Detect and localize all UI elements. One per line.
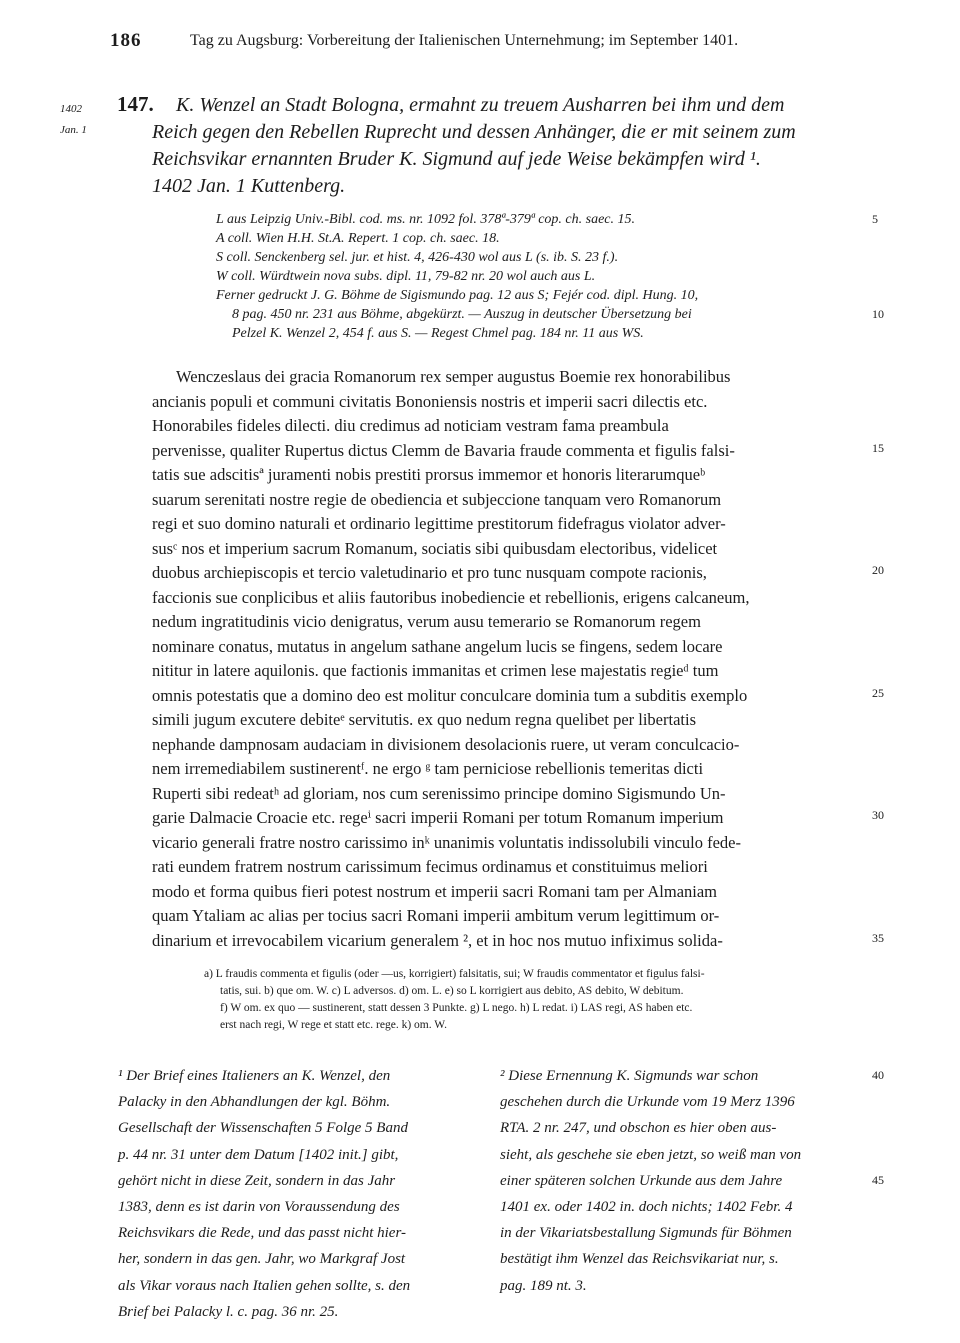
footnote-right-line: RTA. 2 nr. 247, und obschon es hier oben aus- bbox=[500, 1120, 777, 1137]
text-line: nephande dampnosam audaciam in divisionem desolacionis ruere, ut veram conculcacio- bbox=[152, 734, 740, 754]
footnote-left-line: ¹ Der Brief eines Italieners an K. Wenzel, den bbox=[118, 1068, 391, 1084]
line-number: 25 bbox=[872, 686, 884, 700]
footnote-left-line: Reichsvikars die Rede, und das passt nicht hier- bbox=[118, 1225, 406, 1242]
footnote-left-line: Gesellschaft der Wissenschaften 5 Folge 5 Band bbox=[118, 1120, 408, 1137]
text-line: Ruperti sibi redeatʰ ad gloriam, nos cum serenissimo principe domino Sigismundo Un- bbox=[152, 783, 726, 803]
source-line: 8 pag. 450 nr. 231 aus Böhme, abgekürzt. — Auszug in deutscher Übersetzung bei bbox=[232, 307, 692, 322]
footnote-left-line: gehört nicht in diese Zeit, sondern in das Jahr bbox=[118, 1172, 396, 1189]
text-line: Wenczeslaus dei gracia Romanorum rex semper augustus Boemie rex honorabilibus bbox=[176, 367, 731, 386]
apparatus-line: a) L fraudis commenta et figulis (oder —us, korrigiert) falsitatis, sui; W fraudis commentator et figulus falsi- bbox=[204, 968, 705, 980]
line-number: 45 bbox=[872, 1173, 884, 1187]
footnote-right-line: geschehen durch die Urkunde vom 19 Merz 1396 bbox=[500, 1094, 795, 1111]
text-line: duobus archiepiscopis et tercio valetudinario et pro tunc nusquam compote racionis, bbox=[152, 563, 707, 582]
regest-line: Reich gegen den Rebellen Ruprecht und dessen Anhänger, die er mit seinem zum bbox=[152, 121, 796, 143]
footnote-left-line: 1383, denn es ist darin von Voraussendung des bbox=[118, 1199, 400, 1215]
footnote-left-line: her, sondern in das gen. Jahr, wo Markgraf Jost bbox=[118, 1251, 406, 1268]
source-line: S coll. Senckenberg sel. jur. et hist. 4, 426-430 wol aus L (s. ib. S. 23 f.). bbox=[216, 250, 619, 265]
line-number: 10 bbox=[872, 307, 884, 321]
text-line: simili jugum excutere debiteᵉ servitutis. ex quo nedum regna quelibet per libertatis bbox=[152, 710, 697, 729]
footnote-right-line: ² Diese Ernennung K. Sigmunds war schon bbox=[500, 1068, 759, 1084]
footnote-right-line: bestätigt ihm Wenzel das Reichsvikariat nur, s. bbox=[500, 1251, 779, 1268]
footnote-left-line: Palacky in den Abhandlungen der kgl. Böhm. bbox=[118, 1094, 391, 1111]
text-line: omnis potestatis que a domino deo est molitur conculcare dominia tum a subditis exemplo bbox=[152, 685, 748, 705]
text-line: dinarium et irrevocabilem vicarium generalem ², et in hoc nos mutuo infiximus solida- bbox=[152, 930, 723, 950]
text-line: nominare conatus, mutatus in angelum sathane angelum lucis se fingens, sedem locare bbox=[152, 636, 723, 656]
footnote-right-line: 1401 ex. oder 1402 in. doch nichts; 1402 Febr. 4 bbox=[500, 1199, 793, 1215]
line-number: 30 bbox=[872, 808, 884, 822]
apparatus-line: f) W om. ex quo — sustinerent, statt dessen 3 Punkte. g) L nego. h) L redat. i) LAS regi, AS haben etc. bbox=[220, 1002, 693, 1014]
document-number: 147. bbox=[117, 92, 154, 116]
regest-line: 1402 Jan. 1 Kuttenberg. bbox=[152, 175, 346, 197]
source-line: L aus Leipzig Univ.-Bibl. cod. ms. nr. 1092 fol. 378ª-379ª cop. ch. saec. 15. bbox=[216, 212, 636, 227]
text-line: rati eundem fratrem nostrum carissimum fecimus ordinamus et constituimus meliori bbox=[152, 857, 708, 876]
footnote-left-line: p. 44 nr. 31 unter dem Datum [1402 init.] gibt, bbox=[118, 1146, 399, 1163]
apparatus-line: tatis, sui. b) que om. W. c) L adversos. d) om. L. e) so L korrigiert aus debito, AS debito, W debitum. bbox=[220, 985, 684, 997]
margin-date-year: 1402 bbox=[60, 103, 82, 115]
footnote-left-line: Brief bei Palacky l. c. pag. 36 nr. 25. bbox=[118, 1303, 339, 1320]
text-line: nedum ingratitudinis vicio denigratus, verum ausu temerario se Romanorum regem bbox=[152, 612, 701, 631]
line-number: 15 bbox=[872, 441, 884, 455]
footnote-left-line: als Vikar voraus nach Italien gehen sollte, s. den bbox=[118, 1277, 411, 1294]
text-line: tatis sue adscitisª juramenti nobis prestiti prorsus immemor et honoris literarumqueᵇ bbox=[152, 465, 706, 484]
footnote-right-line: sieht, als geschehe sie eben jetzt, so weiß man von bbox=[500, 1146, 802, 1163]
text-line: vicario generali fratre nostro carissimo inᵏ unanimis voluntatis indissolubili vinculo fede- bbox=[152, 832, 741, 852]
line-number: 20 bbox=[872, 563, 884, 577]
line-number: 40 bbox=[872, 1068, 884, 1082]
text-line: susᶜ nos et imperium sacrum Romanum, sociatis sibi quibusdam electoribus, videlicet bbox=[152, 538, 718, 558]
text-line: nem irremediabilem sustinerentᶠ. ne ergo ᵍ tam perniciose rebellionis temeritas dicti bbox=[152, 759, 704, 778]
text-line: ancianis populi et communi civitatis Bononiensis nostris et imperii sacri dilectis etc. bbox=[152, 391, 708, 411]
footnote-right-line: in der Vikariatsbestallung Sigmunds für Böhmen bbox=[500, 1225, 792, 1242]
text-line: quam Ytaliam ac alias per tocius sacri Romani imperii ambitum verum legittimum or- bbox=[152, 906, 720, 925]
source-line: Ferner gedruckt J. G. Böhme de Sigismundo pag. 12 aus S; Fejér cod. dipl. Hung. 10, bbox=[216, 288, 699, 303]
text-line: faccionis sue conplicibus et aliis fautoribus inobediencie et rebellionis, erigens calcaneum, bbox=[152, 587, 750, 607]
text-line: modo et forma quibus fieri potest nostrum et imperii sacri Romani tam per Almaniam bbox=[152, 881, 718, 901]
line-number: 5 bbox=[872, 212, 878, 226]
text-line: pervenisse, qualiter Rupertus dictus Clemm de Bavaria fraude commenta et figulis falsi- bbox=[152, 440, 735, 460]
regest-line: Reichsvikar ernannten Bruder K. Sigmund auf jede Weise bekämpfen wird ¹. bbox=[152, 148, 761, 170]
source-line: A coll. Wien H.H. St.A. Repert. 1 cop. ch. saec. 18. bbox=[216, 231, 500, 246]
source-line: Pelzel K. Wenzel 2, 454 f. aus S. — Regest Chmel pag. 184 nr. 11 aus WS. bbox=[232, 326, 644, 341]
line-number: 35 bbox=[872, 931, 884, 945]
running-title: Tag zu Augsburg: Vorbereitung der Italienischen Unternehmung; im September 1401. bbox=[190, 32, 739, 49]
text-line: regi et suo domino naturali et ordinario legittime prestitorum fidefragus violator adver- bbox=[152, 514, 726, 533]
text-line: nititur in latere aquilonis. que factionis immanitas et crimen lese majestatis regieᵈ tum bbox=[152, 661, 719, 680]
text-line: garie Dalmacie Croacie etc. regeⁱ sacri imperii Romani per totum Romanum imperium bbox=[152, 808, 724, 827]
text-line: suarum serenitati nostre regie de obediencia et subjeccione tanquam vero Romanorum bbox=[152, 489, 722, 509]
source-line: W coll. Würdtwein nova subs. dipl. 11, 79-82 nr. 20 wol auch aus L. bbox=[216, 269, 596, 284]
text-line: Honorabiles fideles dilecti. diu credimus ad noticiam vestram fama preambula bbox=[152, 416, 669, 435]
regest-line: K. Wenzel an Stadt Bologna, ermahnt zu treuem Ausharren bei ihm und dem bbox=[176, 94, 785, 116]
footnote-right-line: pag. 189 nt. 3. bbox=[500, 1277, 587, 1294]
margin-date-day: Jan. 1 bbox=[60, 124, 87, 136]
page-number: 186 bbox=[110, 30, 142, 51]
footnote-right-line: einer späteren solchen Urkunde aus dem Jahre bbox=[500, 1172, 783, 1189]
apparatus-line: erst nach regi, W rege et statt etc. rege. k) om. W. bbox=[220, 1019, 447, 1031]
